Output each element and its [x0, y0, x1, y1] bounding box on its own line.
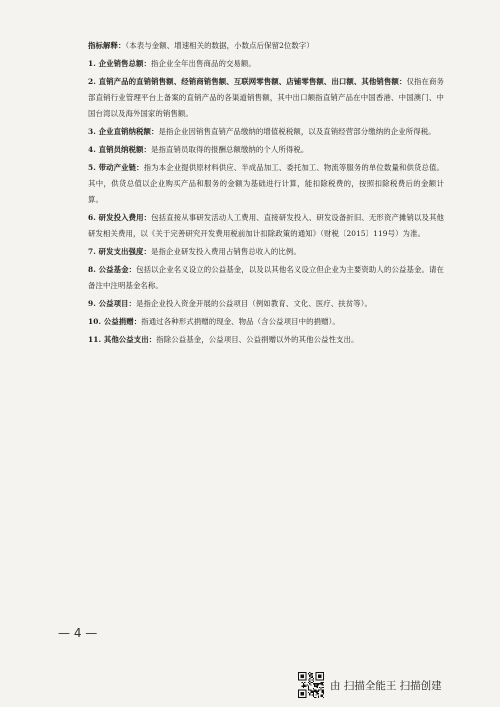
- indicator-definition: 包括以企业名义设立的公益基金，以及以其他名义设立但企业为主要资助人的公益基金。请在备注中注明基金名称。: [88, 265, 444, 290]
- indicator-definition: 仅指在商务部直销行业管理平台上备案的直销产品的各渠道销售额，其中出口额指直销产品在中国香港、中国澳门、中国台湾以及海外国家的销售额。: [88, 77, 444, 118]
- scanner-stamp: [298, 672, 490, 698]
- intro-heading: 指标解释：: [88, 41, 126, 50]
- page-number: — 4 —: [58, 626, 98, 640]
- indicator-term: 11. 其他公益支出：: [88, 335, 157, 344]
- indicator-item: [88, 332, 444, 348]
- indicator-term: 2. 直销产品的直销销售额、经销商销售额、互联网零售额、店铺零售额、出口额、其他销售额：: [88, 77, 407, 86]
- indicator-definition: 是指企业因销售直销产品缴纳的增值税税额，以及直销经营部分缴纳的企业所得税。: [158, 127, 436, 136]
- indicator-definition: 指通过各种形式捐赠的现金、物品（含公益项目中的捐赠）。: [141, 317, 340, 326]
- qr-code-icon: [298, 672, 324, 698]
- indicator-term: 8. 公益基金：: [88, 265, 137, 274]
- indicator-item: [88, 244, 444, 260]
- intro-line: [88, 38, 444, 54]
- scanner-stamp-text: 由 扫描全能王 扫描创建: [330, 679, 442, 692]
- indicator-item: [88, 74, 444, 122]
- indicator-explanations: [88, 38, 444, 350]
- indicator-definition: 包括直接从事研发活动人工费用、直接研发投入、研发设备折旧、无形资产摊销以及其他研发相关费用，以《关于完善研究开发费用税前加计扣除政策的通知》（财税〔2015〕119号）为准。: [88, 213, 444, 238]
- indicator-list: [88, 56, 444, 348]
- indicator-term: 9. 公益项目：: [88, 299, 137, 308]
- indicator-definition: 指除公益基金，公益项目、公益捐赠以外的其他公益性支出。: [156, 335, 359, 344]
- indicator-item: [88, 56, 444, 72]
- indicator-item: [88, 296, 444, 312]
- indicator-definition: 是指直销员取得的报酬总额缴纳的个人所得税。: [151, 145, 309, 154]
- indicator-item: [88, 314, 444, 330]
- indicator-definition: 是指企业研发投入费用占销售总收入的比例。: [151, 247, 301, 256]
- indicator-item: [88, 210, 444, 242]
- indicator-term: 1. 企业销售总额：: [88, 59, 152, 68]
- indicator-term: 4. 直销员纳税额：: [88, 145, 152, 154]
- indicator-item: [88, 262, 444, 294]
- indicator-term: 10. 公益捐赠：: [88, 317, 142, 326]
- indicator-definition: 指企业全年出售商品的交易额。: [151, 59, 256, 68]
- indicator-item: [88, 124, 444, 140]
- indicator-item: [88, 142, 444, 158]
- indicator-item: [88, 160, 444, 208]
- indicator-term: 6. 研发投入费用：: [88, 213, 152, 222]
- intro-note: （本表与金额、增速相关的数据，小数点后保留2位数字）: [125, 41, 314, 50]
- indicator-term: 5. 带动产业链：: [88, 163, 144, 172]
- indicator-term: 3. 企业直销纳税额：: [88, 127, 159, 136]
- indicator-definition: 是指企业投入资金开展的公益项目（例如教育、文化、医疗、扶贫等）。: [136, 299, 373, 308]
- indicator-definition: 指为本企业提供原材料供应、半成品加工、委托加工、物流等服务的单位数量和供货总值。其中，供货总值以企业购买产品和服务的金额为基础进行计算，能扣除税费的，按照扣除税费后的金额计算。: [88, 163, 444, 204]
- indicator-term: 7. 研发支出强度：: [88, 247, 152, 256]
